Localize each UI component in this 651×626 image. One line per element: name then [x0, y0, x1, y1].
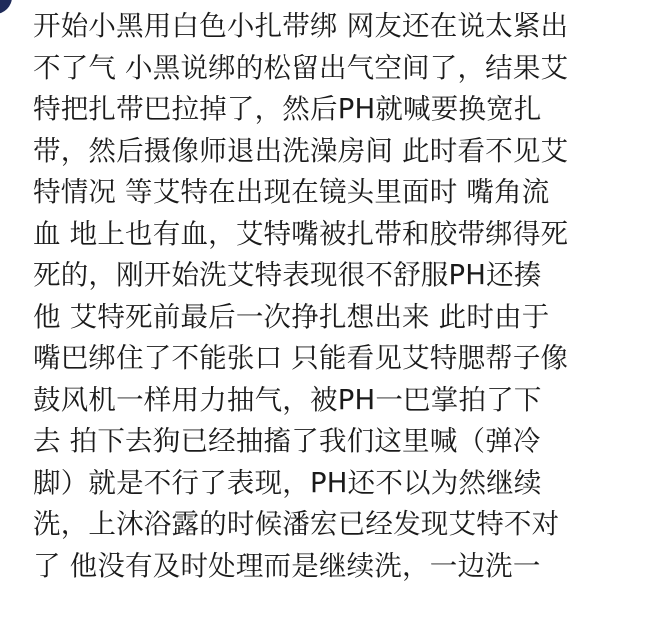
post-body-text: [33, 6, 643, 587]
post-text-line: 特情况 等艾特在出现在镜头里面时 嘴角流: [33, 176, 550, 208]
post-text-line: 了 他没有及时处理而是继续洗，一边洗一: [33, 549, 541, 582]
post-text-line: 血 地上也有血，艾特嘴被扎带和胶带绑得死: [33, 217, 569, 250]
post-text-line: 带，然后摄像师退出洗澡房间 此时看不见艾: [33, 134, 569, 167]
post-text-line: 特把扎带巴拉掉了，然后PH就喊要换宽扎: [33, 93, 542, 125]
post-text-line: 死的，刚开始洗艾特表现很不舒服PH还揍: [33, 259, 542, 291]
post-text-line: 洗，上沐浴露的时候潘宏已经发现艾特不对: [33, 508, 560, 540]
post-text-line: 他 艾特死前最后一次挣扎想出来 此时由于: [33, 300, 550, 333]
avatar[interactable]: [0, 0, 12, 14]
post-text-line: 嘴巴绑住了不能张口 只能看见艾特腮帮子像: [33, 342, 569, 374]
post-text-line: 去 拍下去狗已经抽搐了我们这里喊（弹冷: [33, 425, 541, 457]
post-text-line: 开始小黑用白色小扎带绑 网友还在说太紧出: [33, 10, 569, 42]
post-text-line: 鼓风机一样用力抽气，被PH一巴掌拍了下: [33, 383, 542, 416]
post-text-line: 不了气 小黑说绑的松留出气空间了，结果艾: [33, 51, 569, 84]
post-text-line: 脚）就是不行了表现，PH还不以为然继续: [33, 466, 542, 499]
